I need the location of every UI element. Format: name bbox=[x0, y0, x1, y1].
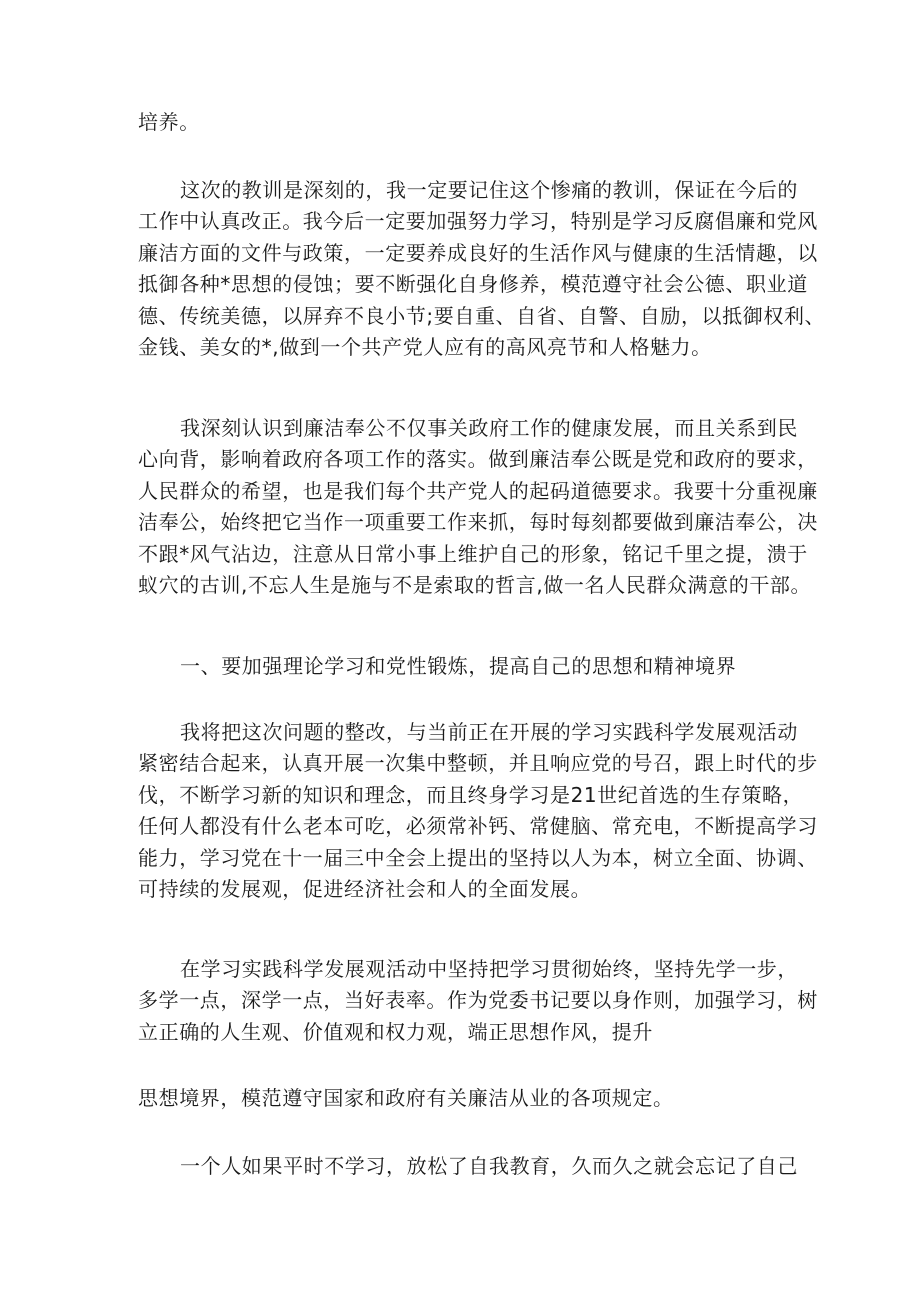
text-line: 不跟*风气沾边，注意从日常小事上维护自己的形象，铭记千里之提，溃于 bbox=[138, 542, 808, 566]
text-line: 思想境界，模范遵守国家和政府有关廉洁从业的各项规定。 bbox=[138, 1086, 674, 1110]
text-line: 洁奉公，始终把它当作一项重要工作来抓，每时每刻都要做到廉洁奉公，决 bbox=[138, 510, 818, 534]
text-line: 我深刻认识到廉洁奉公不仅事关政府工作的健康发展，而且关系到民 bbox=[180, 416, 798, 440]
text-line: 我将把这次问题的整改，与当前正在开展的学习实践科学发展观活动 bbox=[180, 720, 798, 744]
text-line: 一个人如果平时不学习，放松了自我教育，久而久之就会忘记了自己 bbox=[180, 1154, 798, 1178]
text-line: 培养。 bbox=[138, 110, 200, 134]
text-line: 伐，不断学习新的知识和理念，而且终身学习是21世纪首选的生存策略， bbox=[138, 783, 804, 807]
text-line: 多学一点，深学一点，当好表率。作为党委书记要以身作则，加强学习，树 bbox=[138, 988, 818, 1012]
text-line: 人民群众的希望，也是我们每个共产党人的起码道德要求。我要十分重视廉 bbox=[138, 479, 818, 503]
text-line: 在学习实践科学发展观活动中坚持把学习贯彻始终，坚持先学一步， bbox=[180, 957, 798, 981]
text-line: 心向背，影响着政府各项工作的落实。做到廉洁奉公既是党和政府的要求， bbox=[138, 447, 818, 471]
section-heading: 一、要加强理论学习和党性锻炼，提高自己的思想和精神境界 bbox=[180, 654, 737, 678]
text-line: 德、传统美德，以屏弃不良小节;要自重、自省、自警、自励，以抵御权利、 bbox=[138, 304, 826, 328]
text-line: 廉洁方面的文件与政策，一定要养成良好的生活作风与健康的生活情趣，以 bbox=[138, 241, 818, 265]
text-line: 能力，学习党在十一届三中全会上提出的坚持以人为本，树立全面、协调、 bbox=[138, 846, 818, 870]
text-line: 这次的教训是深刻的，我一定要记住这个惨痛的教训，保证在今后的 bbox=[180, 178, 798, 202]
text-line: 金钱、美女的*,做到一个共产党人应有的高风亮节和人格魅力。 bbox=[138, 335, 712, 359]
text-line: 工作中认真改正。我今后一定要加强努力学习，特别是学习反腐倡廉和党风 bbox=[138, 209, 818, 233]
text-line: 可持续的发展观，促进经济社会和人的全面发展。 bbox=[138, 877, 592, 901]
text-line: 抵御各种*思想的侵蚀；要不断强化自身修养，模范遵守社会公德、职业道 bbox=[138, 272, 808, 296]
text-line: 立正确的人生观、价值观和权力观，端正思想作风，提升 bbox=[138, 1020, 653, 1044]
text-line: 任何人都没有什么老本可吃，必须常补钙、常健脑、常充电，不断提高学习 bbox=[138, 814, 818, 838]
text-line: 蚁穴的古训,不忘人生是施与不是索取的哲言,做一名人民群众满意的干部。 bbox=[138, 573, 812, 597]
text-line: 紧密结合起来，认真开展一次集中整顿，并且响应党的号召，跟上时代的步 bbox=[138, 751, 818, 775]
